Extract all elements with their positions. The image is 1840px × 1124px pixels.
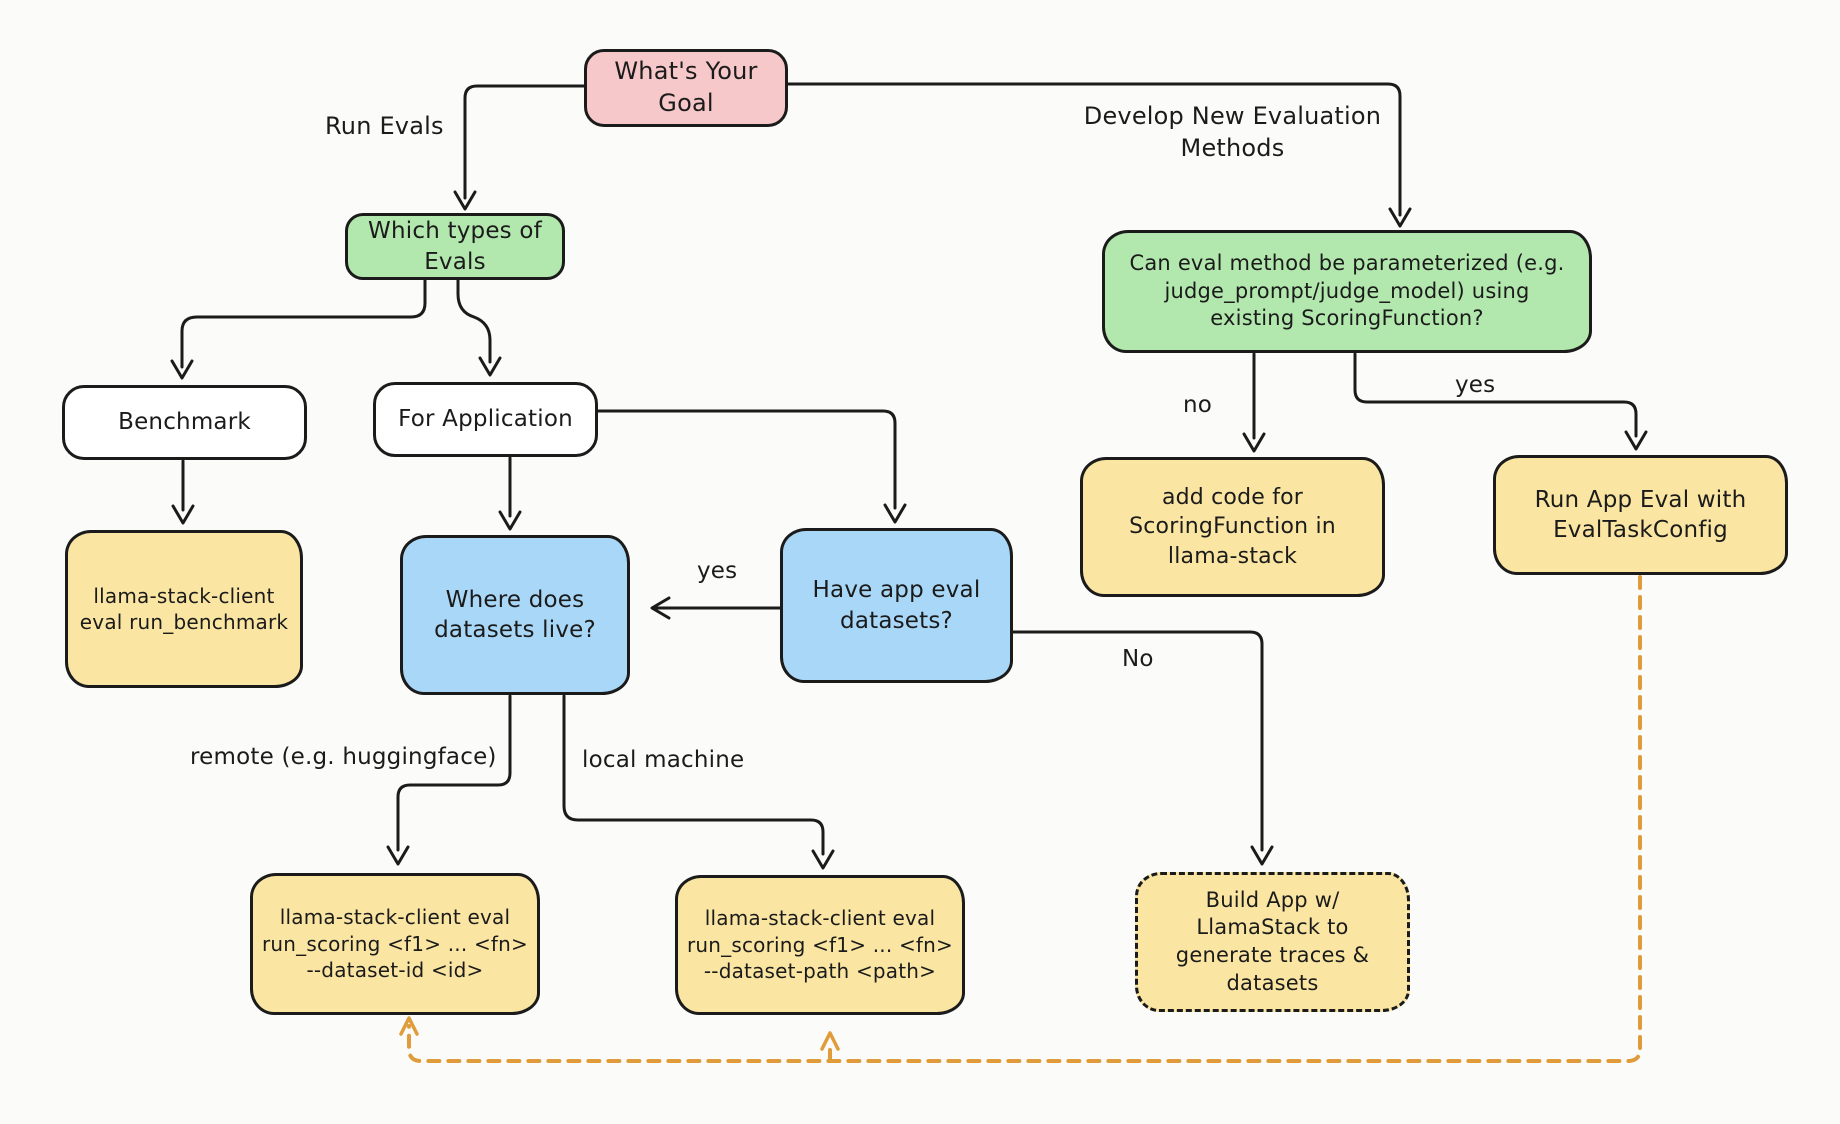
edge-label-yes-right: yes xyxy=(1455,372,1496,398)
node-text-line: --dataset-id <id> xyxy=(306,958,484,983)
node-text-line: For Application xyxy=(398,406,573,433)
node-text-line: run_scoring <f1> ... <fn> xyxy=(261,931,529,956)
node-text-line: eval run_benchmark xyxy=(79,610,289,634)
edge-can-eval-to-run-app-eval-yes xyxy=(1355,354,1646,449)
node-text-line: Can eval method be parameterized (e.g. xyxy=(1129,250,1565,275)
edge-label-line: Develop New Evaluation xyxy=(1083,102,1382,130)
node-run-scoring-dataset-id-command xyxy=(250,873,540,1015)
node-have-app-eval-datasets xyxy=(780,528,1013,683)
node-text-line: generate traces & xyxy=(1175,943,1370,967)
node-text-line: existing ScoringFunction? xyxy=(1210,306,1484,331)
node-text-line: Run App Eval with xyxy=(1534,486,1747,513)
edge-label-yes-mid: yes xyxy=(697,558,738,584)
edge-goal-to-which-types xyxy=(455,86,584,209)
node-text-line: EvalTaskConfig xyxy=(1553,517,1728,543)
node-text-line: datasets? xyxy=(840,607,953,634)
edge-where-datasets-to-run-scoring-path-local xyxy=(564,696,833,868)
edge-can-eval-to-add-code-no xyxy=(1244,354,1264,451)
node-text-line: datasets xyxy=(1226,970,1319,995)
node-run-benchmark-command xyxy=(65,530,303,688)
node-text-line: What's Your xyxy=(614,57,758,86)
edge-label-line: Methods xyxy=(1180,134,1285,163)
edge-label-no-mid: No xyxy=(1122,646,1154,672)
node-text-line: run_scoring <f1> ... <fn> xyxy=(686,932,954,957)
node-text-line: Where does xyxy=(445,586,585,613)
node-run-app-eval-with-evaltaskconfig xyxy=(1493,455,1788,575)
node-text-line: llama-stack-client eval xyxy=(279,905,511,930)
edge-label-run-evals: Run Evals xyxy=(325,112,444,140)
node-text-line: Build App w/ xyxy=(1205,887,1340,912)
node-text-line: Goal xyxy=(658,89,714,117)
node-text-line: ScoringFunction in xyxy=(1129,514,1336,540)
edge-label-no-left: no xyxy=(1183,392,1213,418)
node-text-line: datasets live? xyxy=(434,617,596,643)
node-benchmark xyxy=(62,385,307,460)
node-which-types-of-evals xyxy=(345,213,565,280)
edge-which-types-to-for-application xyxy=(458,280,500,375)
feedback-arrowheads xyxy=(401,1018,838,1049)
node-for-application xyxy=(373,382,598,457)
edge-where-datasets-to-run-scoring-id-remote xyxy=(388,696,510,864)
node-where-does-datasets-live xyxy=(400,535,630,695)
node-text-line: --dataset-path <path> xyxy=(703,959,937,984)
edge-benchmark-to-run-benchmark xyxy=(173,461,193,523)
node-text-line: Evals xyxy=(424,248,486,275)
edge-have-datasets-to-where-datasets-yes xyxy=(652,598,780,618)
edge-label-local-machine: local machine xyxy=(582,747,745,773)
node-can-eval-method-be-parameterized xyxy=(1102,230,1592,353)
edge-label-develop-new-evaluation-methods xyxy=(1040,100,1425,165)
edge-label-remote-huggingface: remote (e.g. huggingface) xyxy=(190,744,497,770)
node-text-line: add code for xyxy=(1161,485,1304,511)
node-text-line: llama-stack xyxy=(1167,543,1298,569)
node-text-line: LlamaStack to xyxy=(1196,915,1349,940)
node-text-line: llama-stack-client xyxy=(93,583,275,608)
node-text-line: judge_prompt/judge_model) using xyxy=(1164,278,1530,303)
node-build-app-with-llamastack xyxy=(1135,872,1410,1012)
edge-which-types-to-benchmark xyxy=(172,280,425,378)
node-text-line: Have app eval xyxy=(812,577,981,604)
node-text-line: Benchmark xyxy=(118,409,251,436)
edge-for-application-to-where-datasets xyxy=(500,458,520,529)
node-text-line: llama-stack-client eval xyxy=(704,906,936,931)
node-text-line: Which types of xyxy=(368,218,542,245)
node-run-scoring-dataset-path-command xyxy=(675,875,965,1015)
edge-for-application-to-have-datasets xyxy=(598,411,905,522)
node-add-code-for-scoringfunction xyxy=(1080,457,1385,597)
node-whats-your-goal xyxy=(584,49,788,127)
